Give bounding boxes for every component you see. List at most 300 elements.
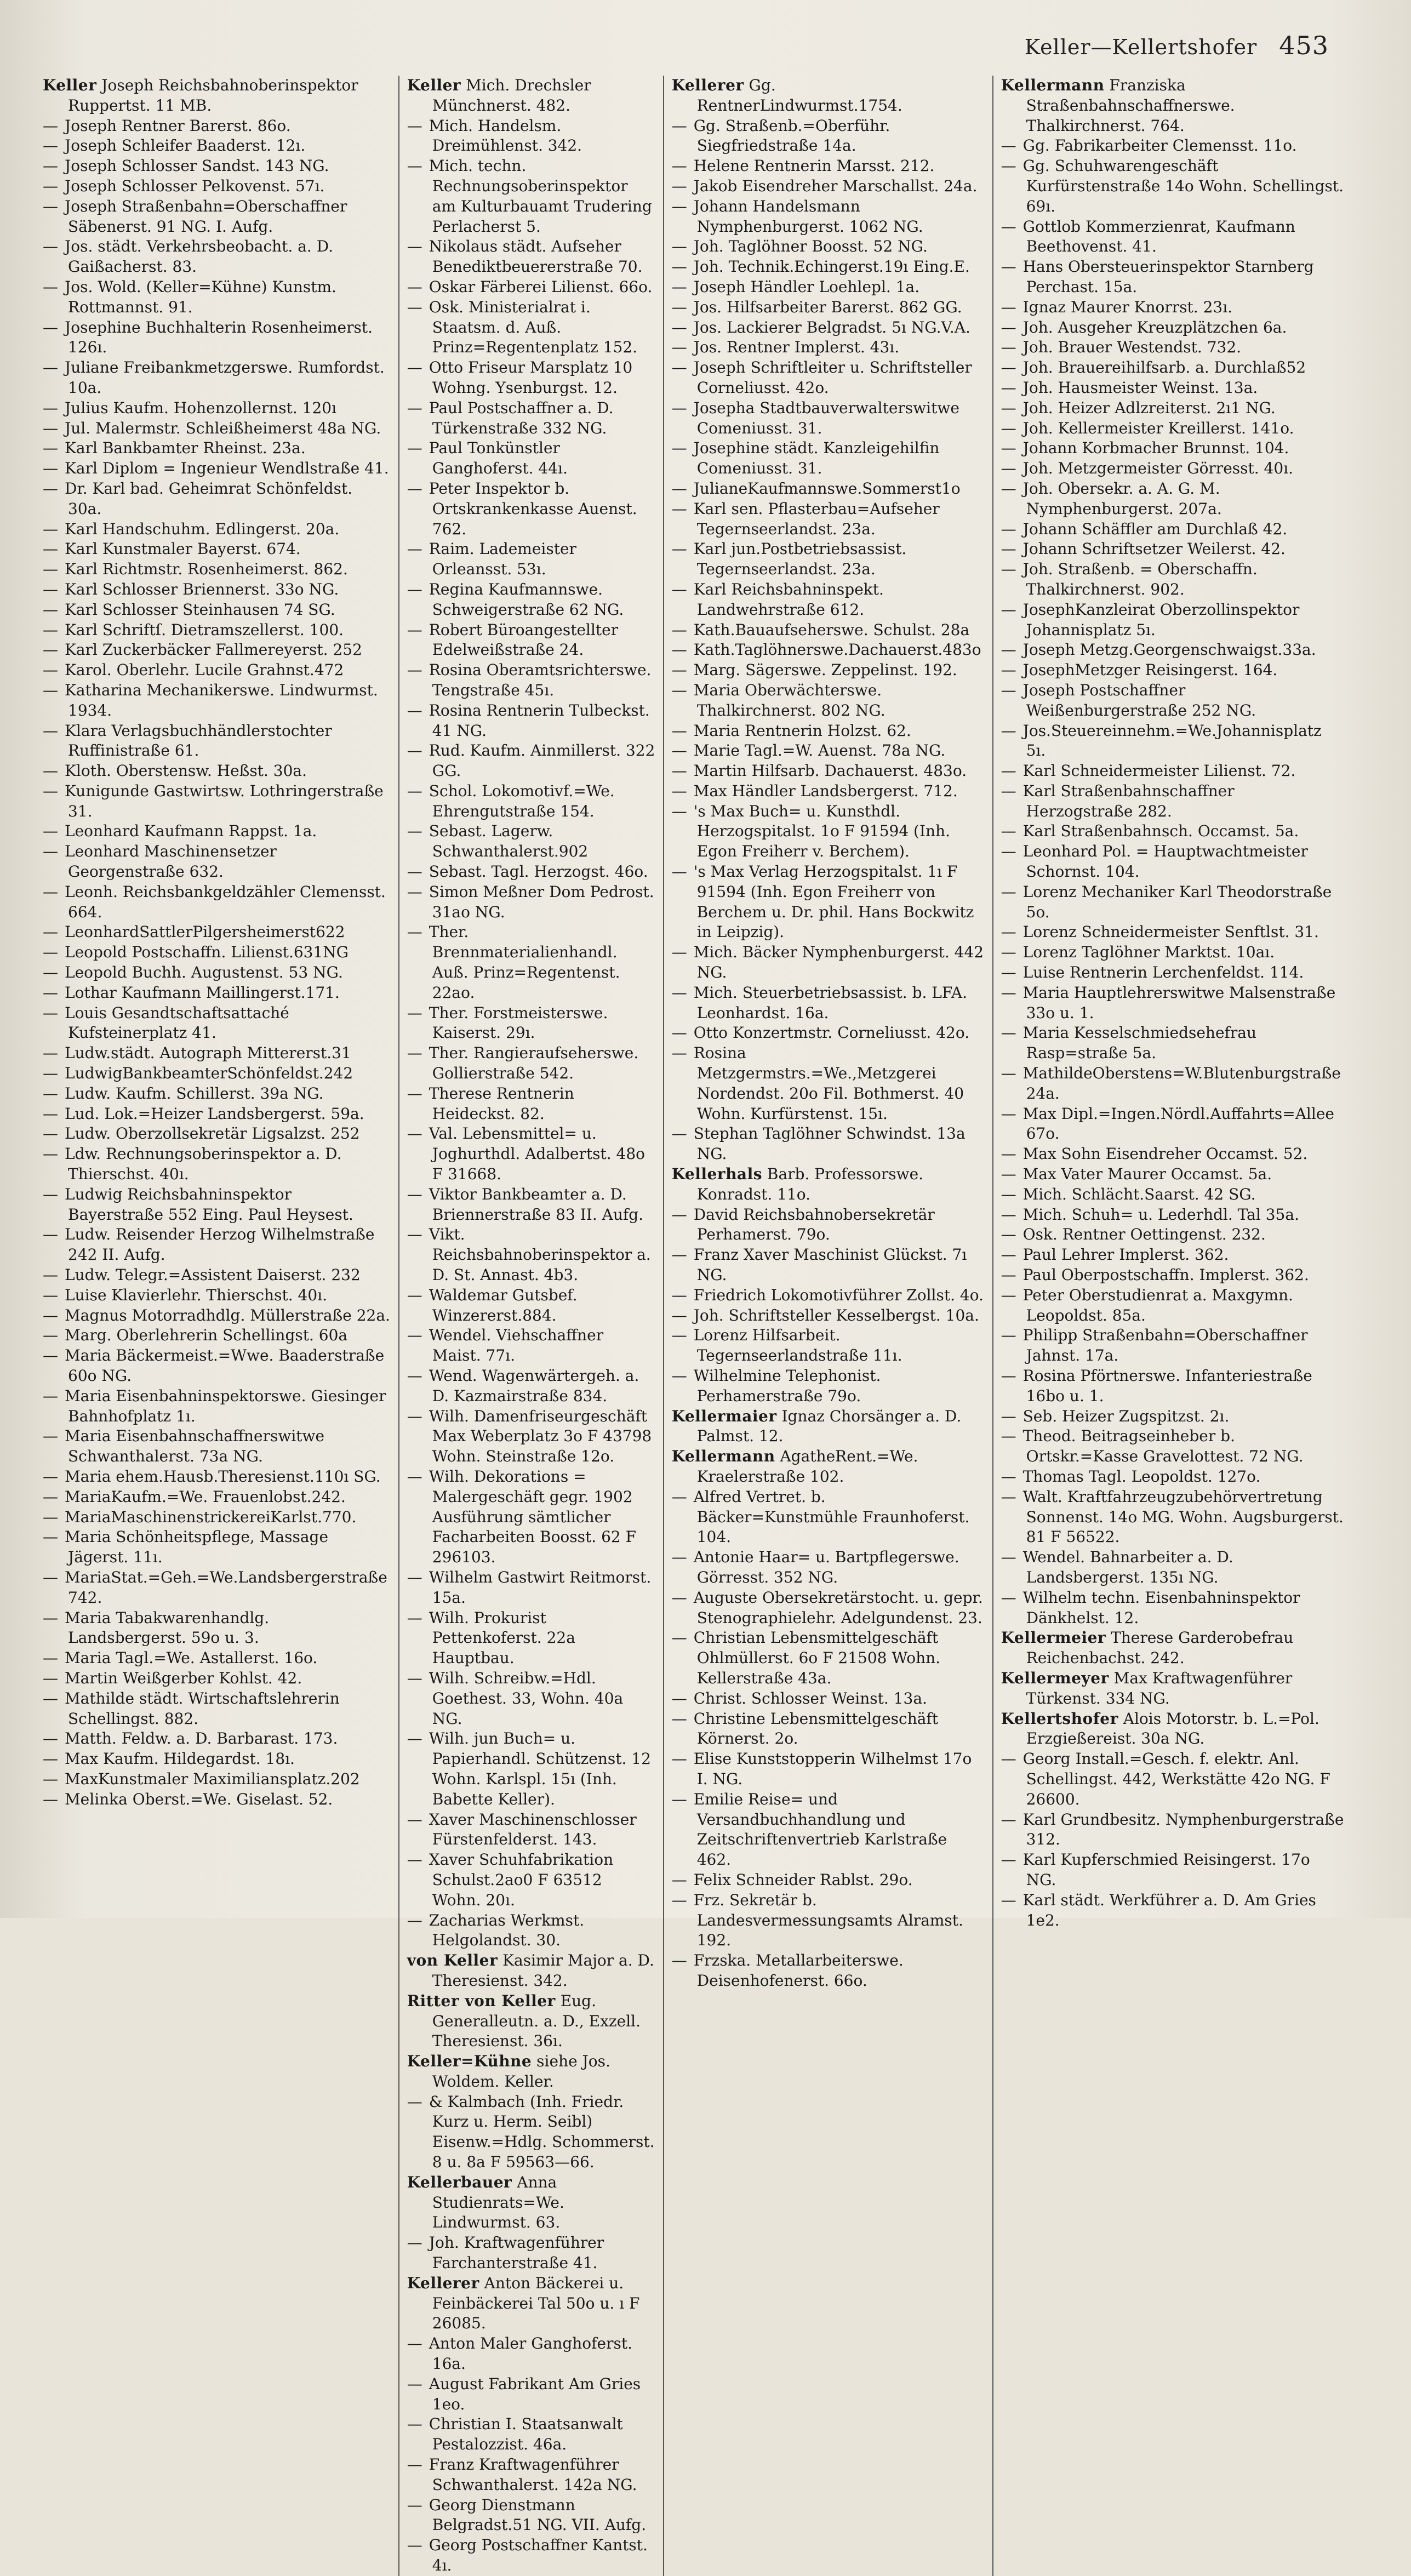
directory-entry — [407, 620, 655, 661]
entry-text: Rud. Kaufm. Ainmillerst. 322 GG. — [429, 741, 655, 780]
repeat-dash: — — [1001, 1367, 1016, 1385]
entry-text: Raim. Lademeister Orleansst. 53ı. — [429, 540, 576, 579]
directory-entry — [1001, 1890, 1344, 1931]
directory-entry — [1001, 1144, 1344, 1164]
repeat-dash: — — [1001, 1890, 1016, 1909]
repeat-dash: — — [43, 136, 58, 155]
directory-entry — [407, 1810, 655, 1850]
entry-surname: Kellermann — [671, 1447, 775, 1466]
entry-text: Joh. Brauereihilfsarb. a. Durchlaß52 — [1022, 358, 1306, 377]
repeat-dash: — — [43, 358, 58, 377]
repeat-dash: — — [671, 943, 687, 962]
entry-text: Anton Bäckerei u. Feinbäckerei Tal 50o u. ı F 26085. — [432, 2274, 640, 2333]
directory-entry — [43, 197, 391, 237]
entry-text: 's Max Verlag Herzogspitalst. 1ı F 91594 (Inh. Egon Freiherr von Berchem u. Dr. phil. Hans Bockwitz in Leipzig). — [693, 863, 974, 941]
directory-entry — [407, 1185, 655, 1225]
repeat-dash: — — [407, 661, 422, 679]
entry-text: Anna Studienrats=We. Lindwurmst. 63. — [432, 2173, 564, 2232]
directory-entry — [672, 781, 985, 802]
directory-entry — [1001, 1326, 1344, 1366]
repeat-dash: — — [407, 1286, 422, 1304]
entry-text: Georg Postschaffner Kantst. 4ı. — [429, 2536, 648, 2575]
entry-text: Joseph Reichsbahnoberinspektor Ruppertst. 11 MB. — [68, 76, 358, 115]
directory-entry — [407, 2414, 655, 2455]
entry-text: MariaStat.=Geh.=We.Landsbergerstraße 742. — [65, 1568, 387, 1607]
directory-entry — [43, 76, 391, 116]
entry-text: Ignaz Chorsänger a. D. Palmst. 12. — [696, 1407, 962, 1446]
directory-entry — [43, 1124, 391, 1144]
repeat-dash: — — [43, 318, 58, 336]
directory-entry — [1001, 1547, 1344, 1588]
directory-entry — [672, 1366, 985, 1407]
entry-text: JulianeKaufmannswe.Sommerst1o — [693, 479, 961, 498]
entry-text: Wendel. Bahnarbeiter a. D. Landsbergerst. 135ı NG. — [1022, 1548, 1233, 1586]
directory-entry — [43, 1487, 391, 1507]
entry-text: Wilhelm techn. Eisenbahninspektor Dänkhelst. 12. — [1022, 1588, 1300, 1627]
repeat-dash: — — [1001, 1750, 1016, 1768]
entry-text: Karl Handschuhm. Edlingerst. 20a. — [65, 519, 340, 538]
entry-text: Joseph Schlosser Pelkovenst. 57ı. — [65, 176, 325, 195]
repeat-dash: — — [1001, 1165, 1016, 1184]
directory-entry — [43, 519, 391, 540]
entry-text: Georg Install.=Gesch. f. elektr. Anl. Schellingst. 442, Werkstätte 42o NG. F 26600. — [1022, 1750, 1330, 1808]
directory-entry — [43, 176, 391, 197]
entry-text: Karl Richtmstr. Rosenheimerst. 862. — [65, 560, 348, 579]
repeat-dash: — — [43, 983, 58, 1002]
repeat-dash: — — [407, 580, 422, 598]
repeat-dash: — — [671, 1124, 687, 1143]
entry-text: Joseph Rentner Barerst. 86o. — [65, 116, 291, 135]
entry-text: Jul. Malermstr. Schleißheimerst 48a NG. — [65, 419, 381, 437]
directory-entry — [43, 419, 391, 439]
repeat-dash: — — [1001, 781, 1016, 800]
repeat-dash: — — [407, 1568, 422, 1586]
repeat-dash: — — [407, 157, 422, 175]
entry-text: Maria Tagl.=We. Astallerst. 16o. — [65, 1649, 318, 1667]
entry-text: Jos. Lackierer Belgradst. 5ı NG.V.A. — [693, 318, 970, 336]
repeat-dash: — — [671, 983, 687, 1002]
directory-entry — [1001, 1628, 1344, 1669]
directory-entry — [672, 479, 985, 499]
entry-text: Joh. Schriftsteller Kesselbergst. 10a. — [693, 1306, 979, 1324]
directory-entry — [43, 1326, 391, 1346]
repeat-dash: — — [671, 681, 687, 699]
directory-entry — [43, 1386, 391, 1427]
directory-entry — [43, 1043, 391, 1064]
repeat-dash: — — [43, 1729, 58, 1748]
entry-text: Osk. Rentner Oettingenst. 232. — [1022, 1225, 1266, 1244]
directory-entry — [672, 1749, 985, 1790]
entry-text: Ludwig Reichsbahninspektor Bayerstraße 552 Eing. Paul Heysest. — [65, 1185, 353, 1224]
entry-text: Mich. Handelsm. Dreimühlenst. 342. — [429, 116, 582, 155]
entry-text: Max Händler Landsbergerst. 712. — [693, 781, 958, 800]
entry-text: Joh. Technik.Echingerst.19ı Eing.E. — [693, 258, 970, 276]
repeat-dash: — — [407, 298, 422, 316]
entry-text: LeonhardSattlerPilgersheimerst622 — [65, 923, 345, 941]
entry-text: Josephine städt. Kanzleigehilfin Comeniusst. 31. — [693, 439, 940, 478]
entry-text: Wilh. Schreibw.=Hdl. Goethest. 33, Wohn. 40a NG. — [429, 1669, 624, 1728]
repeat-dash: — — [43, 1608, 58, 1627]
repeat-dash: — — [407, 2536, 422, 2555]
repeat-dash: — — [1001, 378, 1016, 397]
entry-text: Hans Obersteuerinspektor Starnberg Perchast. 15a. — [1022, 258, 1314, 296]
repeat-dash: — — [43, 1507, 58, 1526]
entry-text: Joh. Ausgeher Kreuzplätzchen 6a. — [1022, 318, 1287, 336]
entry-text: Mich. Schlächt.Saarst. 42 SG. — [1022, 1185, 1256, 1203]
entry-text: Joh. Metzgermeister Görresst. 40ı. — [1022, 459, 1294, 478]
directory-entry — [43, 660, 391, 681]
directory-entry — [43, 1003, 391, 1044]
repeat-dash: — — [43, 1286, 58, 1304]
entry-text: Karl Grundbesitz. Nymphenburgerstraße 312. — [1022, 1810, 1344, 1849]
entry-text: Xaver Maschinenschlosser Fürstenfelderst. 143. — [429, 1810, 637, 1849]
directory-entry — [1001, 1245, 1344, 1265]
column-1 — [43, 76, 398, 2576]
directory-entry — [672, 943, 985, 983]
directory-entry — [1001, 1467, 1344, 1487]
directory-entry — [43, 438, 391, 459]
directory-entry — [43, 559, 391, 580]
repeat-dash: — — [671, 258, 687, 276]
repeat-dash: — — [407, 1669, 422, 1687]
directory-entry — [43, 580, 391, 600]
entry-text: Wend. Wagenwärtergeh. a. D. Kazmairstraße 834. — [429, 1367, 639, 1405]
entry-text: AgatheRent.=We. Kraelerstraße 102. — [696, 1447, 918, 1486]
entry-text: Christ. Schlosser Weinst. 13a. — [693, 1689, 927, 1707]
entry-text: Klara Verlagsbuchhändlerstochter Ruffinistraße 61. — [65, 721, 332, 760]
repeat-dash: — — [671, 439, 687, 458]
entry-text: MaxKunstmaler Maximiliansplatz.202 — [65, 1769, 360, 1788]
directory-entry — [407, 580, 655, 620]
directory-entry — [672, 338, 985, 358]
directory-entry — [407, 1850, 655, 1910]
directory-entry — [43, 721, 391, 762]
directory-entry — [43, 1467, 391, 1487]
repeat-dash: — — [407, 2415, 422, 2434]
directory-entry — [43, 1689, 391, 1729]
entry-text: Joseph Straßenbahn=Oberschaffner Säbenerst. 91 NG. I. Aufg. — [65, 197, 347, 236]
entry-text: Gg. Schuhwarengeschäft Kurfürstenstraße 14o Wohn. Schellingst. 69ı. — [1022, 157, 1344, 215]
entry-text: Anton Maler Ganghoferst. 16a. — [429, 2334, 632, 2373]
entry-text: Xaver Schuhfabrikation Schulst.2ao0 F 63512 Wohn. 20ı. — [429, 1850, 614, 1909]
directory-entry — [672, 761, 985, 781]
entry-text: Leonhard Maschinensetzer Georgenstraße 632. — [65, 842, 277, 881]
repeat-dash: — — [43, 1145, 58, 1163]
directory-entry — [407, 2173, 655, 2233]
entry-text: Friedrich Lokomotivführer Zollst. 4o. — [693, 1286, 984, 1304]
directory-entry — [1001, 156, 1344, 216]
entry-text: Katharina Mechanikerswe. Lindwurmst. 1934. — [65, 681, 378, 719]
repeat-dash: — — [1001, 1024, 1016, 1042]
repeat-dash: — — [407, 863, 422, 881]
entry-text: Ther. Brennmaterialienhandl. Auß. Prinz=Regentenst. 22ao. — [429, 923, 620, 1002]
repeat-dash: — — [43, 1104, 58, 1123]
repeat-dash: — — [43, 781, 58, 800]
directory-entry — [1001, 1407, 1344, 1427]
repeat-dash: — — [671, 1629, 687, 1647]
directory-entry — [407, 1286, 655, 1326]
entry-surname: Keller=Kühne — [407, 2052, 532, 2071]
entry-text: Mich. techn. Rechnungsoberinspektor am Kulturbauamt Trudering Perlacherst 5. — [429, 157, 652, 236]
entry-text: Melinka Oberst.=We. Giselast. 52. — [65, 1790, 333, 1808]
repeat-dash: — — [43, 1225, 58, 1244]
repeat-dash: — — [671, 1306, 687, 1324]
directory-entry — [43, 1669, 391, 1689]
repeat-dash: — — [1001, 1548, 1016, 1567]
directory-entry — [1001, 318, 1344, 338]
directory-entry — [672, 1326, 985, 1366]
repeat-dash: — — [671, 1205, 687, 1224]
directory-entry — [672, 298, 985, 318]
repeat-dash: — — [407, 358, 422, 377]
directory-entry — [1001, 681, 1344, 721]
directory-entry — [407, 1407, 655, 1467]
directory-entry — [1001, 1487, 1344, 1547]
repeat-dash: — — [671, 116, 687, 135]
entry-text: Josepha Stadtbauverwalterswitwe Comeniusst. 31. — [693, 398, 959, 437]
entry-text: Paul Postschaffner a. D. Türkenstraße 332 NG. — [429, 398, 614, 437]
repeat-dash: — — [43, 197, 58, 215]
directory-entry — [1001, 1286, 1344, 1326]
repeat-dash: — — [671, 1790, 687, 1808]
repeat-dash: — — [407, 2092, 422, 2111]
repeat-dash: — — [43, 540, 58, 558]
entry-text: Joh. Taglöhner Boosst. 52 NG. — [693, 237, 928, 256]
directory-entry — [407, 922, 655, 1003]
directory-entry — [672, 237, 985, 257]
entry-text: Lorenz Taglöhner Marktst. 10aı. — [1022, 943, 1275, 962]
entry-surname: Kellermann — [1001, 76, 1105, 94]
repeat-dash: — — [671, 157, 687, 175]
repeat-dash: — — [43, 237, 58, 256]
directory-entry — [1001, 943, 1344, 963]
directory-entry — [672, 1890, 985, 1951]
directory-entry — [407, 298, 655, 358]
repeat-dash: — — [43, 560, 58, 579]
repeat-dash: — — [671, 1286, 687, 1304]
directory-entry — [43, 156, 391, 176]
directory-entry — [407, 1669, 655, 1729]
directory-entry — [43, 1790, 391, 1810]
entry-text: Joseph Schriftleiter u. Schriftsteller Corneliusst. 42o. — [693, 358, 972, 397]
repeat-dash: — — [407, 1084, 422, 1103]
directory-entry — [407, 398, 655, 439]
entry-text: Alois Motorstr. b. L.=Pol. Erzgießereist. 30a NG. — [1026, 1709, 1319, 1748]
repeat-dash: — — [43, 641, 58, 659]
entry-text: Ther. Forstmeisterswe. Kaiserst. 29ı. — [429, 1003, 608, 1042]
directory-entry — [43, 1769, 391, 1790]
directory-entry — [43, 882, 391, 923]
entry-text: Joh. Heizer Adlzreiterst. 2ı1 NG. — [1022, 398, 1276, 417]
repeat-dash: — — [1001, 681, 1016, 699]
repeat-dash: — — [671, 641, 687, 659]
repeat-dash: — — [43, 116, 58, 135]
entry-text: Karl Schlosser Briennerst. 33o NG. — [65, 580, 339, 598]
entry-text: Joseph Metzg.Georgenschwaigst.33a. — [1022, 641, 1316, 659]
directory-entry — [672, 660, 985, 681]
repeat-dash: — — [671, 802, 687, 820]
repeat-dash: — — [1001, 298, 1016, 316]
entry-text: Karl Bankbamter Rheinst. 23a. — [65, 439, 306, 458]
directory-entry — [1001, 963, 1344, 983]
column-3 — [663, 76, 992, 2576]
repeat-dash: — — [43, 1528, 58, 1546]
entry-text: Maria Tabakwarenhandlg. Landsbergerst. 59o u. 3. — [65, 1608, 270, 1647]
directory-entry — [407, 2495, 655, 2536]
repeat-dash: — — [407, 439, 422, 458]
repeat-dash: — — [1001, 1286, 1016, 1304]
entry-text: Joh. Kraftwagenführer Farchanterstraße 41. — [429, 2234, 604, 2272]
directory-entry — [407, 1366, 655, 1407]
directory-entry — [672, 76, 985, 116]
entry-text: Therese Rentnerin Heideckst. 82. — [429, 1084, 574, 1123]
repeat-dash: — — [43, 1326, 58, 1345]
directory-entry — [407, 882, 655, 923]
repeat-dash: — — [1001, 398, 1016, 417]
directory-entry — [43, 1527, 391, 1568]
repeat-dash: — — [671, 1890, 687, 1909]
directory-entry — [672, 1870, 985, 1890]
repeat-dash: — — [671, 1750, 687, 1768]
entry-text: Mich. Steuerbetriebsassist. b. LFA. Leonhardst. 16a. — [693, 983, 968, 1022]
directory-entry — [407, 76, 655, 116]
entry-text: Therese Garderobefrau Reichenbachst. 242. — [1026, 1629, 1294, 1667]
directory-entry — [43, 539, 391, 559]
repeat-dash: — — [1001, 136, 1016, 155]
entry-text: Frz. Sekretär b. Landesvermessungsamts Alramst. 192. — [693, 1890, 963, 1950]
entry-text: Mich. Schuh= u. Lederhdl. Tal 35a. — [1022, 1205, 1299, 1224]
directory-entry — [43, 1729, 391, 1749]
repeat-dash: — — [671, 540, 687, 558]
directory-entry — [672, 862, 985, 943]
repeat-dash: — — [1001, 217, 1016, 236]
directory-entry — [407, 358, 655, 398]
repeat-dash: — — [407, 620, 422, 639]
directory-entry — [43, 640, 391, 660]
repeat-dash: — — [1001, 258, 1016, 276]
directory-entry — [672, 721, 985, 741]
entry-text: Regina Kaufmannswe. Schweigerstraße 62 NG. — [429, 580, 624, 619]
directory-entry — [1001, 479, 1344, 519]
repeat-dash: — — [43, 1750, 58, 1768]
directory-entry — [43, 459, 391, 479]
repeat-dash: — — [43, 1346, 58, 1365]
directory-entry — [1001, 1366, 1344, 1407]
directory-entry — [407, 1043, 655, 1084]
directory-entry — [407, 277, 655, 298]
repeat-dash: — — [43, 1003, 58, 1022]
directory-entry — [43, 1185, 391, 1225]
repeat-dash: — — [407, 237, 422, 256]
entry-text: Johann Handelsmann Nymphenburgerst. 1062 NG. — [693, 197, 923, 236]
directory-entry — [672, 277, 985, 298]
entry-text: Joh. Obersekr. a. A. G. M. Nymphenburgerst. 207a. — [1022, 479, 1222, 518]
repeat-dash: — — [1001, 943, 1016, 962]
entry-text: Franz Xaver Maschinist Glückst. 7ı NG. — [693, 1246, 967, 1284]
repeat-dash: — — [43, 923, 58, 941]
repeat-dash: — — [1001, 519, 1016, 538]
repeat-dash: — — [671, 580, 687, 598]
entry-surname: Kellermeier — [1001, 1629, 1106, 1647]
directory-entry — [43, 620, 391, 641]
entry-text: Gottlob Kommerzienrat, Kaufmann Beethovenst. 41. — [1022, 217, 1295, 256]
entry-text: Mich. Drechsler Münchnerst. 482. — [432, 76, 591, 115]
entry-text: siehe Jos. Woldem. Keller. — [432, 2052, 610, 2090]
directory-entry — [43, 1507, 391, 1528]
entry-text: Peter Inspektor b. Ortskrankenkasse Auenst. 762. — [429, 479, 637, 538]
entry-text: Rosina Metzgermstrs.=We.,Metzgerei Nordendst. 20o Fil. Bothmerst. 40 Wohn. Kurfürstenst. 15ı. — [693, 1044, 964, 1123]
directory-entry — [672, 1689, 985, 1709]
entry-text: Joh. Brauer Westendst. 732. — [1022, 338, 1242, 357]
directory-entry — [1001, 1104, 1344, 1145]
directory-entry — [1001, 539, 1344, 559]
entry-text: Karl Schriftſ. Dietramszellerst. 100. — [65, 620, 344, 639]
entry-text: Otto Konzertmstr. Corneliusst. 42o. — [693, 1024, 970, 1042]
entry-surname: Ritter von Keller — [407, 1991, 556, 2010]
repeat-dash: — — [43, 1568, 58, 1586]
repeat-dash: — — [43, 1306, 58, 1324]
entry-text: Lud. Lok.=Heizer Landsbergerst. 59a. — [65, 1104, 364, 1123]
repeat-dash: — — [671, 1326, 687, 1345]
entry-text: Dr. Karl bad. Geheimrat Schönfeldst. 30a. — [65, 479, 353, 518]
entry-text: Osk. Ministerialrat i. Staatsm. d. Auß. Prinz=Regentenplatz 152. — [429, 298, 638, 357]
entry-text: Joseph Händler Loehlepl. 1a. — [693, 277, 920, 296]
entry-text: Wendel. Viehschaffner Maist. 77ı. — [429, 1326, 604, 1365]
repeat-dash: — — [1001, 560, 1016, 579]
repeat-dash: — — [671, 318, 687, 336]
entry-text: Maria Eisenbahnschaffnerswitwe Schwanthalerst. 73a NG. — [65, 1427, 325, 1466]
directory-entry — [43, 1104, 391, 1124]
directory-entry — [1001, 358, 1344, 378]
entry-text: Thomas Tagl. Leopoldst. 127o. — [1022, 1467, 1261, 1486]
repeat-dash: — — [43, 1467, 58, 1486]
entry-text: Antonie Haar= u. Bartpflegerswe. Görresst. 352 NG. — [693, 1548, 959, 1586]
repeat-dash: — — [43, 277, 58, 296]
entry-text: Leopold Postschaffn. Lilienst.631NG — [65, 943, 349, 962]
entry-text: Zacharias Werkmst. Helgolandst. 30. — [429, 1911, 585, 1950]
entry-text: Rosina Rentnerin Tulbeckst. 41 NG. — [429, 701, 650, 740]
repeat-dash: — — [671, 1709, 687, 1728]
directory-entry — [1001, 1426, 1344, 1467]
repeat-dash: — — [671, 781, 687, 800]
directory-entry — [43, 1265, 391, 1286]
entry-text: & Kalmbach (Inh. Friedr. Kurz u. Herm. Seibl) Eisenw.=Hdlg. Schommerst. 8 u. 8a F 59563—66. — [429, 2092, 655, 2172]
entry-text: Lorenz Hilfsarbeit. Tegernseerlandstraße 11ı. — [693, 1326, 902, 1365]
directory-entry — [407, 1124, 655, 1184]
entry-surname: von Keller — [407, 1951, 498, 1970]
directory-entry — [407, 1084, 655, 1124]
entry-text: Seb. Heizer Zugspitzst. 2ı. — [1022, 1407, 1230, 1425]
repeat-dash: — — [407, 1326, 422, 1345]
repeat-dash: — — [1001, 882, 1016, 901]
directory-entry — [672, 1164, 985, 1205]
entry-text: Maria Bäckermeist.=Wwe. Baaderstraße 60o NG. — [65, 1346, 385, 1385]
entry-text: Stephan Taglöhner Schwindst. 13a NG. — [693, 1124, 966, 1163]
entry-text: Wilh. jun Buch= u. Papierhandl. Schützenst. 12 Wohn. Karlspl. 15ı (Inh. Babette Keller). — [429, 1729, 651, 1808]
entry-text: Wilhelmine Telephonist. Perhamerstraße 79o. — [693, 1367, 881, 1405]
entry-text: Karl Reichsbahninspekt. Landwehrstraße 612. — [693, 580, 884, 619]
directory-entry — [1001, 519, 1344, 540]
repeat-dash: — — [1001, 1104, 1016, 1123]
directory-entry — [43, 1306, 391, 1326]
entry-text: Joh. Kellermeister Kreillerst. 141o. — [1022, 419, 1294, 437]
entry-text: Joseph Postschaffner Weißenburgerstraße 252 NG. — [1022, 681, 1256, 719]
entry-text: David Reichsbahnobersekretär Perhamerst. 79o. — [693, 1205, 935, 1244]
directory-entry — [1001, 217, 1344, 258]
repeat-dash: — — [407, 781, 422, 800]
directory-entry — [1001, 1064, 1344, 1104]
repeat-dash: — — [1001, 1850, 1016, 1869]
